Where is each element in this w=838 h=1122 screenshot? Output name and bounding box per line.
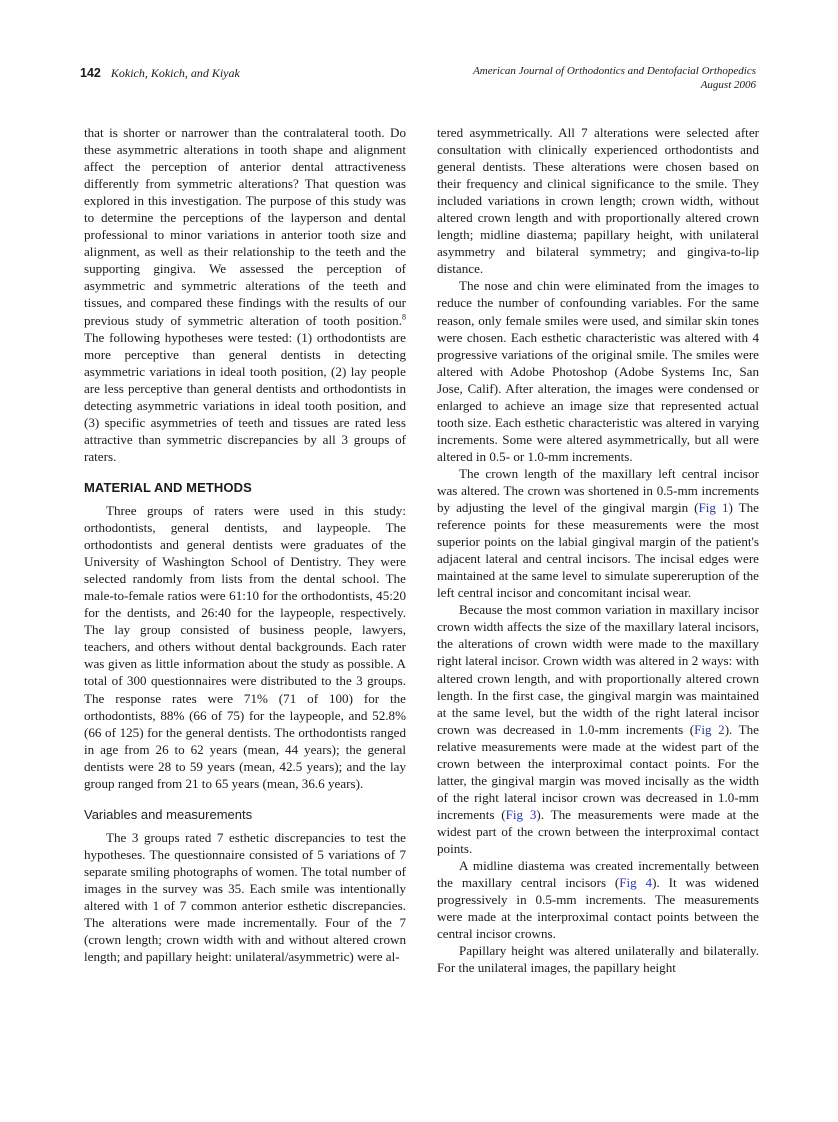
running-head-left (80, 64, 240, 82)
crown-width-paragraph (437, 601, 759, 857)
diastema-text-continued: ). It was widened progressively in 0.5-mm increments. The measurements were made at the interproximal contact points between the central incisor crowns. (437, 875, 759, 942)
nose-chin-paragraph: The nose and chin were eliminated from the images to reduce the number of confounding variables. For the same reason, only female smiles were used, and similar skin tones were chosen. Each esthetic characteristic was altered with 4 progressive variations of the original smile. The smiles were altered with Adobe Photoshop (Adobe Systems Inc, San Jose, Calif). After alteration, the images were condensed or enlarged to achieve an image size that represented actual tooth size. Each esthetic characteristic was altered in varying increments. Some were altered asymmetrically, but all were altered in 0.5- or 1.0-mm increments. (437, 278, 759, 464)
left-column (84, 124, 406, 965)
running-head-right (473, 64, 756, 92)
fig-1-link[interactable]: Fig 1 (698, 500, 729, 516)
intro-paragraph (84, 124, 406, 465)
issue-date: August 2006 (700, 79, 756, 91)
running-head-authors: Kokich, Kokich, and Kiyak (110, 66, 240, 80)
diastema-text: A midline diastema was created incrementally between the maxillary central incisors ( (437, 858, 759, 891)
fig-4-link[interactable]: Fig 4 (619, 875, 653, 891)
crown-length-text-continued: ) The reference points for these measurements were the most superior points on the labial gingival margin of the patient's adjacent lateral and central incisors. The incisal edges were maintained at the same level to simulate supereruption of the left central incisor and concomitant incisal wear. (437, 500, 759, 601)
fig-3-link[interactable]: Fig 3 (505, 806, 537, 822)
fig-2-link[interactable]: Fig 2 (694, 721, 725, 737)
subsection-heading-variables: Variables and measurements (84, 806, 253, 822)
crown-width-text-2: ). The relative measurements were made at the widest part of the crown between the interproximal contact points. For the latter, the gingival margin was moved incisally as the width of the right lateral incisor crown was decreased in 1.0-mm increments ( (437, 721, 759, 822)
continuation-paragraph: tered asymmetrically. All 7 alterations were selected after consultation with clinically experienced orthodontists and general dentists. These alterations were chosen based on their frequency and clinical significance to the smile. They included variations in crown length; crown width, without altered crown length and with proportionally altered crown length; midline diastema; papillary height, with unilateral asymmetry and bilateral symmetry; and gingiva-to-lip distance. (437, 125, 759, 277)
variables-paragraph: The 3 groups rated 7 esthetic discrepancies to test the hypotheses. The questionnaire consisted of 5 variations of 7 separate smiling photographs of women. The total number of images in the survey was 35. Each smile was intentionally altered with 1 of 7 common anterior esthetic discrepancies. The alterations were made incrementally. Four of the 7 (crown length; crown width with and without altered crown length; and papillary height: unilateral/asymmetric) were al- (84, 829, 406, 965)
diastema-paragraph (437, 857, 759, 942)
crown-length-text: The crown length of the maxillary left central incisor was altered. The crown was shortened in 0.5-mm increments by adjusting the level of the gingival margin ( (437, 465, 759, 516)
section-heading-material-and-methods: MATERIAL AND METHODS (84, 479, 252, 495)
journal-title: American Journal of Orthodontics and Dentofacial Orthopedics (473, 65, 756, 77)
intro-text: that is shorter or narrower than the contralateral tooth. Do these asymmetric alterations in tooth shape and alignment affect the perception of anterior dental attractiveness differently from symmetric alterations? That question was explored in this investigation. The purpose of this study was to determine the perceptions of the layperson and dental professional to minor variations in anterior tooth size and alignment, as well as their relationship to the teeth and the supporting gingiva. We assessed the perception of asymmetric and symmetric alterations of the teeth and tissues, and compared these findings with the results of our previous study of symmetric alteration of tooth position. (84, 125, 406, 328)
methods-paragraph: Three groups of raters were used in this study: orthodontists, general dentists, and laypeople. The orthodontists and general dentists were graduates of the University of Washington School of Dentistry. They were selected randomly from lists from the dental school. The male-to-female ratios were 61:10 for the orthodontists, 45:20 for the dentists, and 26:40 for the laypeople, respectively. The lay group consisted of business people, lawyers, teachers, and others without dental backgrounds. Each rater was given as little information about the study as possible. A total of 300 questionnaires were distributed to the 3 groups. The response rates were 71% (71 of 100) for the orthodontists, 88% (66 of 75) for the laypeople, and 52.8% (66 of 125) for the general dentists. The orthodontists ranged in age from 26 to 62 years (mean, 44 years); the general dentists were 28 to 59 years (mean, 42.5 years); and the lay group ranged from 21 to 65 years (mean, 36.6 years). (84, 502, 406, 791)
running-head (80, 64, 756, 94)
crown-width-text-1: Because the most common variation in maxillary incisor crown width affects the size of the maxillary lateral incisors, the alterations of crown width were made to the maxillary right lateral incisor. Crown width was altered in 2 ways: with altered crown length, and with proportionally altered crown length. In the first case, the gingival margin was maintained at the same level, but the width of the right lateral incisor crown was decreased in 1.0-mm increments ( (437, 602, 759, 737)
crown-length-paragraph (437, 465, 759, 601)
papillary-paragraph: Papillary height was altered unilaterally and bilaterally. For the unilateral images, the papillary height (437, 943, 759, 976)
citation-reference[interactable]: 8 (402, 312, 406, 322)
page-number: 142 (80, 66, 101, 80)
right-column (437, 124, 759, 976)
intro-text-continued: The following hypotheses were tested: (1) orthodontists are more perceptive than general dentists in detecting asymmetric variations in ideal tooth position, (2) lay people are less perceptive than general dentists and orthodontists in detecting asymmetric variations in ideal tooth position, and (3) specific asymmetries of teeth and tissues are rated less attractive than symmetric discrepancies by all 3 groups of raters. (84, 329, 406, 464)
crown-width-text-3: ). The measurements were made at the widest part of the crown between the interproximal contact points. (437, 806, 759, 856)
